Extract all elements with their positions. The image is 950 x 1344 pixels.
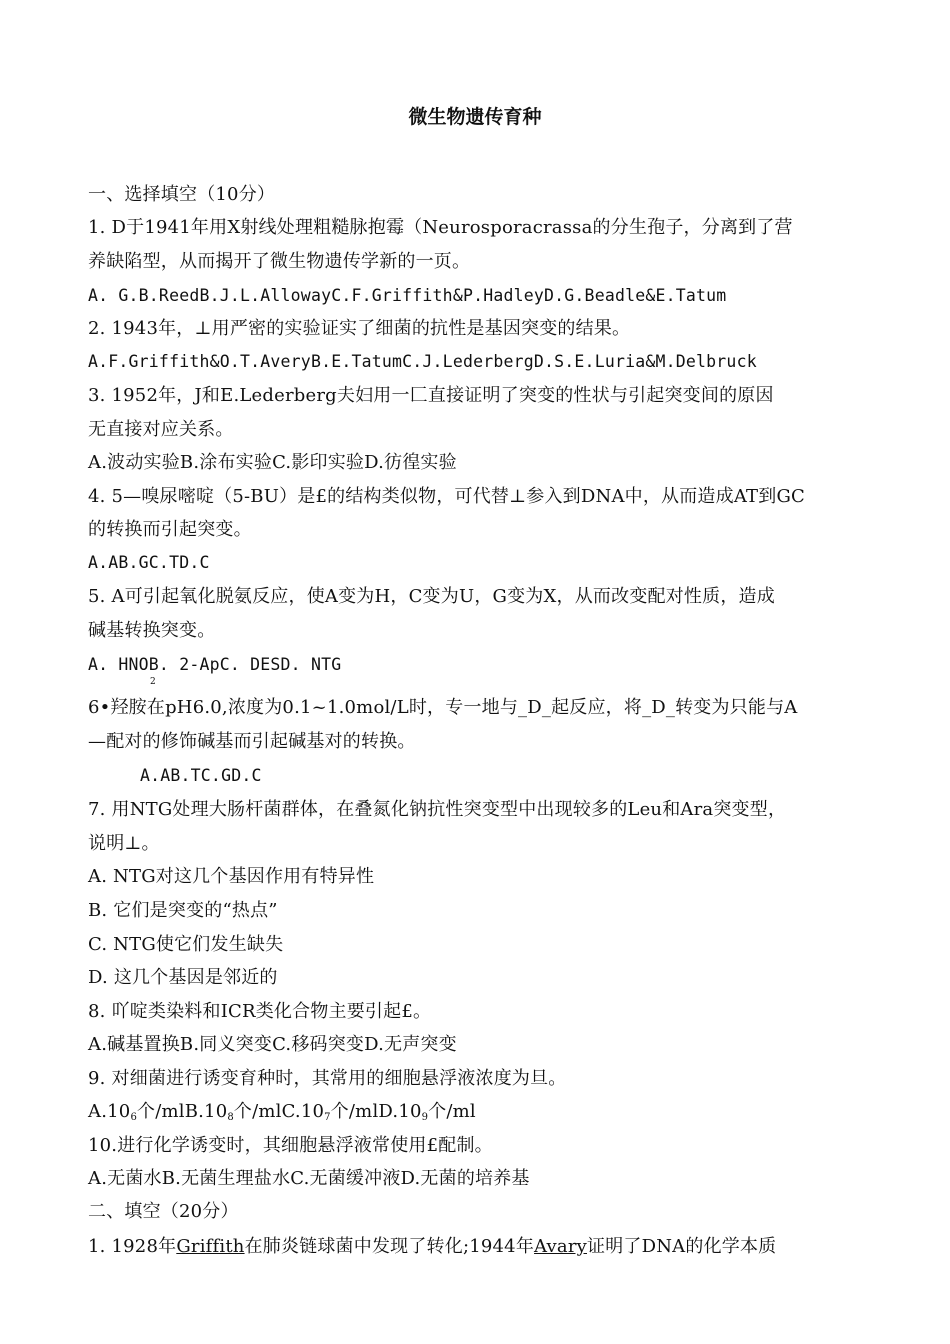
q9-line1: 9. 对细菌进行诱变育种时，其常用的细胞悬浮液浓度为旦。 bbox=[88, 1068, 567, 1089]
q4-line2: 的转换而引起突变。 bbox=[88, 519, 252, 540]
q9-tail: 个/ml bbox=[428, 1101, 476, 1122]
q9-a: A.10 bbox=[88, 1101, 131, 1122]
q9-d-exp: 9 bbox=[421, 1112, 429, 1123]
q5-options: A. HNOB. 2-ApC. DESD. NTG bbox=[88, 655, 342, 674]
q9-b: 个/mlB.10 bbox=[137, 1101, 228, 1122]
q1-options: A. G.B.ReedB.J.L.AllowayC.F.Griffith&P.HadleyD.G.Beadle&E.Tatum bbox=[88, 286, 727, 305]
q10-line1: 10.进行化学诱变时，其细胞悬浮液常使用£配制。 bbox=[88, 1135, 493, 1156]
section2-heading: 二、填空（20分） bbox=[88, 1201, 239, 1222]
q6-line2: —配对的修饰碱基而引起碱基对的转换。 bbox=[88, 731, 416, 752]
q9-c-exp: 7 bbox=[324, 1112, 331, 1123]
q4-line1: 4. 5—嗅尿嘧啶（5-BU）是£的结构类似物，可代替⊥参入到DNA中，从而造成AT到GC bbox=[88, 486, 806, 507]
q8-options: A.碱基置换B.同义突变C.移码突变D.无声突变 bbox=[88, 1034, 457, 1055]
q4-options: A.AB.GC.TD.C bbox=[88, 553, 210, 572]
q10-options: A.无菌水B.无菌生理盐水C.无菌缓冲液D.无菌的培养基 bbox=[88, 1168, 530, 1189]
q9-a-exp: 6 bbox=[130, 1112, 137, 1123]
q9-options bbox=[88, 1100, 476, 1130]
q1-line2: 养缺陷型，从而揭开了微生物遗传学新的一页。 bbox=[88, 251, 471, 272]
q2-line1: 2. 1943年，⊥用严密的实验证实了细菌的抗性是基因突变的结果。 bbox=[88, 318, 631, 339]
f1-blank1: Griffith bbox=[176, 1236, 245, 1257]
q7-option-a: A. NTG对这几个基因作用有特异性 bbox=[88, 866, 375, 887]
q8-line1: 8. 吖啶类染料和ICR类化合物主要引起£。 bbox=[88, 1001, 432, 1022]
q6-line1: 6•羟胺在pH6.0,浓度为0.1~1.0mol/L时，专一地与_D_起反应，将_D_转变为只能与A bbox=[88, 697, 798, 718]
q3-line2: 无直接对应关系。 bbox=[88, 419, 234, 440]
f1-line bbox=[88, 1235, 776, 1259]
f1-mid: 在肺炎链球菌中发现了转化;1944年 bbox=[244, 1236, 535, 1257]
q3-options: A.波动实验B.涂布实验C.影印实验D.彷徨实验 bbox=[88, 452, 457, 473]
q5-line1: 5. A可引起氧化脱氨反应，使A变为H，C变为U，G变为X，从而改变配对性质，造成 bbox=[88, 586, 775, 607]
q6-options: A.AB.TC.GD.C bbox=[140, 766, 262, 785]
q7-line1: 7. 用NTG处理大肠杆菌群体，在叠氮化钠抗性突变型中出现较多的Leu和Ara突变型， bbox=[88, 799, 787, 820]
q7-option-d: D. 这几个基因是邻近的 bbox=[88, 967, 278, 988]
q9-d: 个/mlD.10 bbox=[330, 1101, 422, 1122]
f1-blank2: Avary bbox=[534, 1236, 587, 1257]
q5-subscript: 2 bbox=[150, 677, 156, 687]
section1-heading: 一、选择填空（10分） bbox=[88, 184, 276, 205]
q9-b-exp: 8 bbox=[227, 1112, 234, 1123]
q9-c: 个/mlC.10 bbox=[233, 1101, 325, 1122]
q7-line2: 说明⊥。 bbox=[88, 833, 160, 854]
q3-line1: 3. 1952年，J和E.Lederberg夫妇用一匚直接证明了突变的性状与引起突变间的原因 bbox=[88, 385, 774, 406]
f1-post: 证明了DNA的化学本质 bbox=[587, 1236, 777, 1257]
q7-option-c: C. NTG使它们发生缺失 bbox=[88, 934, 284, 955]
f1-pre: 1. 1928年 bbox=[88, 1236, 177, 1257]
document-title: 微生物遗传育种 bbox=[408, 106, 542, 128]
q1-line1: 1. D于1941年用X射线处理粗糙脉抱霉（Neurosporacrassa的分生孢子，分离到了营 bbox=[88, 217, 793, 238]
q2-options: A.F.Griffith&O.T.AveryB.E.TatumC.J.LederbergD.S.E.Luria&M.Delbruck bbox=[88, 352, 757, 371]
q7-option-b: B. 它们是突变的“热点” bbox=[88, 900, 278, 921]
q5-line2: 碱基转换突变。 bbox=[88, 620, 216, 641]
